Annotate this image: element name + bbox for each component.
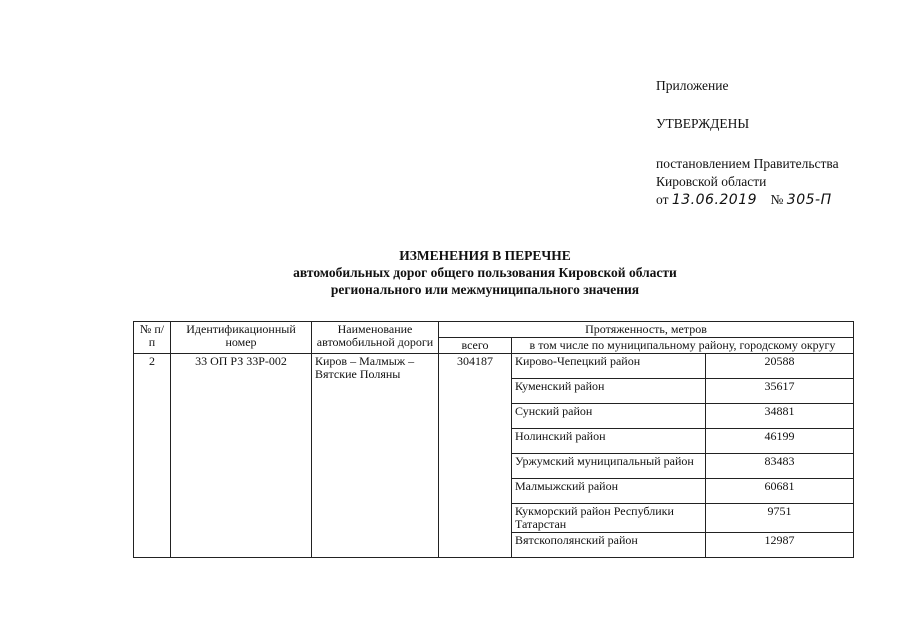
date-prefix: от: [656, 192, 669, 207]
district-length: 20588: [706, 354, 854, 379]
district-name: Малмыжский район: [512, 479, 706, 504]
decree-date-row: [656, 192, 832, 208]
cell-id: 33 ОП РЗ 33Р-002: [171, 354, 312, 558]
district-name: Кукморский район Республики Татарстан: [512, 504, 706, 533]
district-name: Нолинский район: [512, 429, 706, 454]
district-length: 60681: [706, 479, 854, 504]
table-row: [134, 354, 854, 379]
district-name: Вятскополянский район: [512, 533, 706, 558]
approved-label: УТВЕРЖДЕНЫ: [656, 116, 750, 131]
header-id: Идентификационный номер: [171, 322, 312, 354]
decree-line2: Кировской области: [656, 174, 767, 189]
document-subtitle-1: автомобильных дорог общего пользования Кировской области: [293, 265, 677, 280]
district-length: 12987: [706, 533, 854, 558]
cell-name: Киров – Малмыж – Вятские Поляны: [312, 354, 439, 558]
decree-line1: постановлением Правительства: [656, 156, 839, 171]
district-length: 35617: [706, 379, 854, 404]
district-name: Кирово-Чепецкий район: [512, 354, 706, 379]
handwritten-number: 305-П: [786, 192, 832, 208]
district-length: 9751: [706, 504, 854, 533]
header-number: № п/п: [134, 322, 171, 354]
number-prefix: №: [770, 192, 784, 207]
document-title: ИЗМЕНЕНИЯ В ПЕРЕЧНЕ: [399, 248, 571, 263]
district-length: 34881: [706, 404, 854, 429]
cell-number: 2: [134, 354, 171, 558]
header-row: [134, 322, 854, 338]
handwritten-date: 13.06.2019: [671, 192, 758, 208]
header-length: Протяженность, метров: [439, 322, 854, 338]
district-name: Куменский район: [512, 379, 706, 404]
header-name: Наименование автомобильной дороги: [312, 322, 439, 354]
appendix-label: Приложение: [656, 78, 729, 93]
district-name: Сунский район: [512, 404, 706, 429]
document-subtitle-2: регионального или межмуниципального значения: [330, 282, 640, 297]
roads-table: [133, 321, 854, 558]
cell-total: 304187: [439, 354, 512, 558]
district-name: Уржумский муниципальный район: [512, 454, 706, 479]
header-total: всего: [439, 338, 512, 354]
district-length: 83483: [706, 454, 854, 479]
district-length: 46199: [706, 429, 854, 454]
header-by-district: в том числе по муниципальному району, городскому округу: [512, 338, 854, 354]
